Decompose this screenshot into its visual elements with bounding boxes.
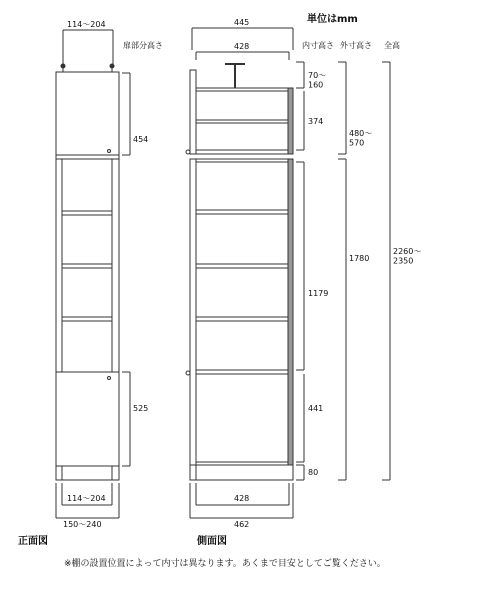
front-lower-door-height: 525 (133, 404, 149, 413)
side-view-title: 側面図 (197, 536, 227, 547)
header-door-height: 扉部分高さ (123, 41, 163, 50)
outer-upper-unit: 480〜 570 (349, 129, 373, 148)
inner-lower-compartment: 441 (308, 404, 324, 413)
inner-middle-section: 1179 (308, 289, 329, 298)
outer-main-unit: 1780 (349, 254, 370, 263)
unit-note: 単位はmm (307, 14, 358, 25)
header-total-height: 全高 (384, 41, 400, 50)
inner-upper-compartment: 374 (308, 117, 324, 126)
side-view (186, 28, 390, 518)
front-bottom-outer-width: 150〜240 (63, 520, 102, 529)
side-bottom-inner-depth: 428 (234, 494, 250, 503)
front-view-title: 正面図 (18, 536, 48, 547)
front-upper-door-height: 454 (133, 135, 149, 144)
side-top-inner-depth: 428 (234, 42, 250, 51)
side-bottom-outer-depth: 462 (234, 520, 250, 529)
inner-base: 80 (308, 468, 319, 477)
front-top-width: 114〜204 (67, 20, 106, 29)
side-top-depth: 445 (234, 18, 250, 27)
header-inner-height: 内寸高さ (302, 41, 334, 50)
footnote: ※棚の設置位置によって内寸は異なります。あくまで目安としてご覧ください。 (64, 559, 386, 569)
inner-top-gap: 70〜 160 (308, 71, 327, 90)
total-height: 2260〜 2350 (393, 247, 422, 266)
front-view (56, 30, 130, 518)
front-bottom-inner-width: 114〜204 (67, 494, 106, 503)
header-outer-height: 外寸高さ (340, 41, 372, 50)
